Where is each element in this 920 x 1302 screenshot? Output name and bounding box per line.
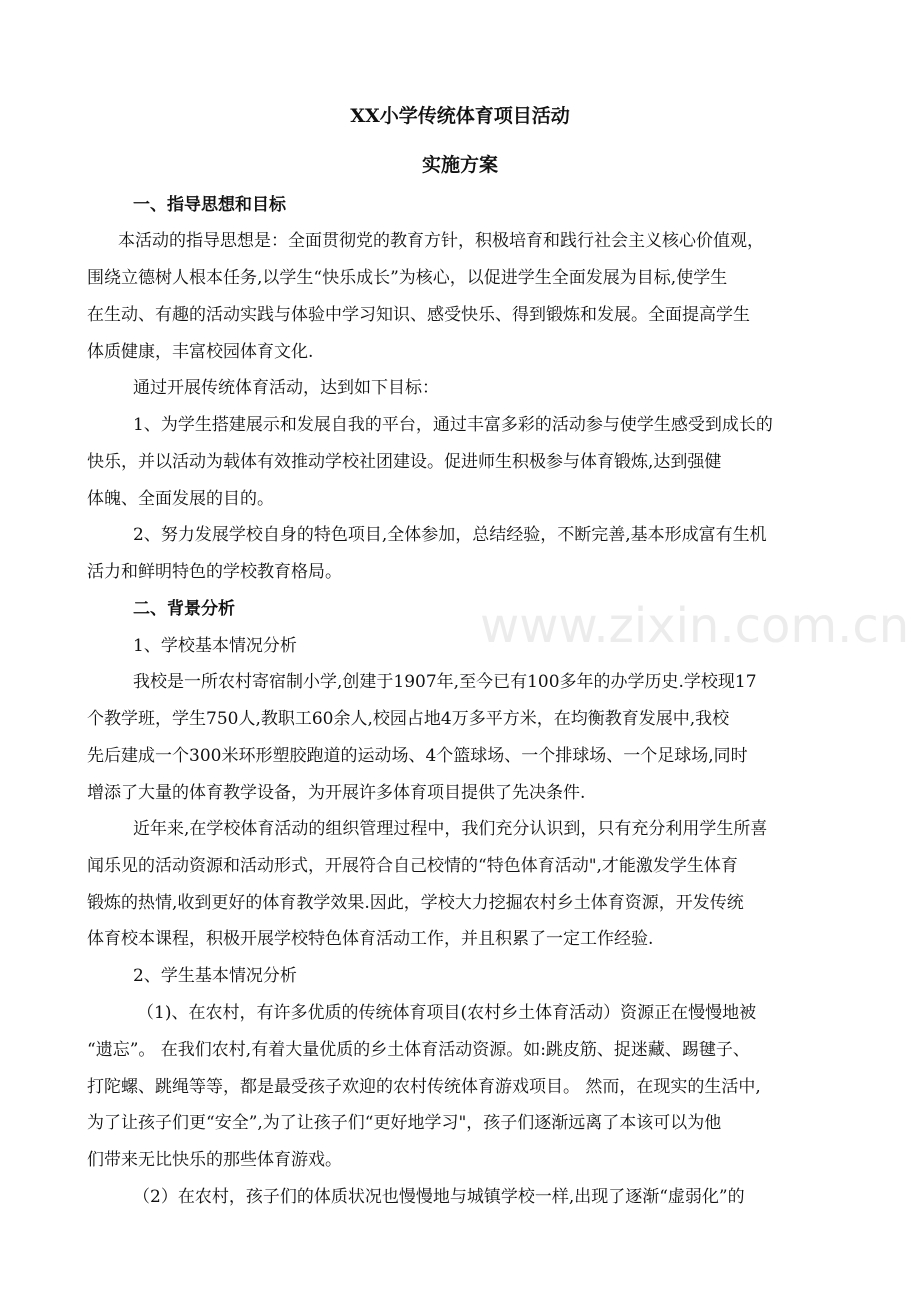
paragraph-line: 本活动的指导思想是：全面贯彻党的教育方针，积极培育和践行社会主义核心价值观， xyxy=(118,231,764,251)
paragraph-line: （2）在农村，孩子们的体质状况也慢慢地与城镇学校一样,出现了逐渐“虚弱化”的 xyxy=(133,1187,745,1207)
paragraph-line: 我校是一所农村寄宿制小学,创建于1907年,至今已有100多年的办学历史.学校现17 xyxy=(133,672,757,692)
paragraph-line: 闻乐见的活动资源和活动形式，开展符合自己校情的“特色体育活动",才能激发学生体育 xyxy=(87,856,738,876)
paragraph-line: 增添了大量的体育教学设备，为开展许多体育项目提供了先决条件. xyxy=(87,783,586,803)
paragraph-line: 们带来无比快乐的那些体育游戏。 xyxy=(87,1150,342,1170)
paragraph-line: 个教学班，学生750人,教职工60余人,校园占地4万多平方米，在均衡教育发展中,我校 xyxy=(87,709,730,729)
document-subtitle: 实施方案 xyxy=(421,154,498,176)
paragraph-line: 2、努力发展学校自身的特色项目,全体参加，总结经验，不断完善,基本形成富有生机 xyxy=(133,525,767,545)
paragraph-line: 通过开展传统体育活动，达到如下目标： xyxy=(133,378,439,398)
paragraph-line: 为了让孩子们更“安全”,为了让孩子们“更好地学习"，孩子们逐渐远离了本该可以为他 xyxy=(87,1113,722,1133)
document-title: XX小学传统体育项目活动 xyxy=(350,105,570,127)
paragraph-line: 2、学生基本情况分析 xyxy=(133,966,297,986)
watermark: www.zixin.com.cn xyxy=(480,598,910,654)
paragraph-line: 体育校本课程，积极开展学校特色体育活动工作，并且积累了一定工作经验. xyxy=(87,929,654,949)
paragraph-line: 1、为学生搭建展示和发展自我的平台，通过丰富多彩的活动参与使学生感受到成长的 xyxy=(133,415,773,435)
paragraph-line: 体质健康，丰富校园体育文化. xyxy=(87,342,314,362)
paragraph-line: 在生动、有趣的活动实践与体验中学习知识、感受快乐、得到锻炼和发展。全面提高学生 xyxy=(87,305,750,325)
paragraph-line: 1、学校基本情况分析 xyxy=(133,636,297,656)
paragraph-line: （1)、在农村，有许多优质的传统体育项目(农村乡土体育活动）资源正在慢慢地被 xyxy=(137,1003,757,1023)
paragraph-line: 锻炼的热情,收到更好的体育教学效果.因此，学校大力挖掘农村乡土体育资源，开发传统 xyxy=(87,893,744,913)
paragraph-line: 围绕立德树人根本任务,以学生“快乐成长”为核心，以促进学生全面发展为目标,使学生 xyxy=(87,268,728,288)
paragraph-line: 先后建成一个300米环形塑胶跑道的运动场、4个篮球场、一个排球场、一个足球场,同时 xyxy=(87,746,748,766)
paragraph-line: 近年来,在学校体育活动的组织管理过程中，我们充分认识到，只有充分利用学生所喜 xyxy=(133,819,768,839)
paragraph-line: 活力和鲜明特色的学校教育格局。 xyxy=(87,562,342,582)
paragraph-line: 体魄、全面发展的目的。 xyxy=(87,489,274,509)
section-heading: 一、指导思想和目标 xyxy=(133,195,286,215)
paragraph-line: “遗忘”。 在我们农村,有着大量优质的乡土体育活动资源。如:跳皮筋、捉迷藏、踢毽子、 xyxy=(87,1040,750,1060)
section-heading: 二、背景分析 xyxy=(133,599,235,619)
paragraph-line: 快乐，并以活动为载体有效推动学校社团建设。促进师生积极参与体育锻炼,达到强健 xyxy=(87,452,722,472)
paragraph-line: 打陀螺、跳绳等等，都是最受孩子欢迎的农村传统体育游戏项目。 然而，在现实的生活中, xyxy=(87,1077,761,1097)
